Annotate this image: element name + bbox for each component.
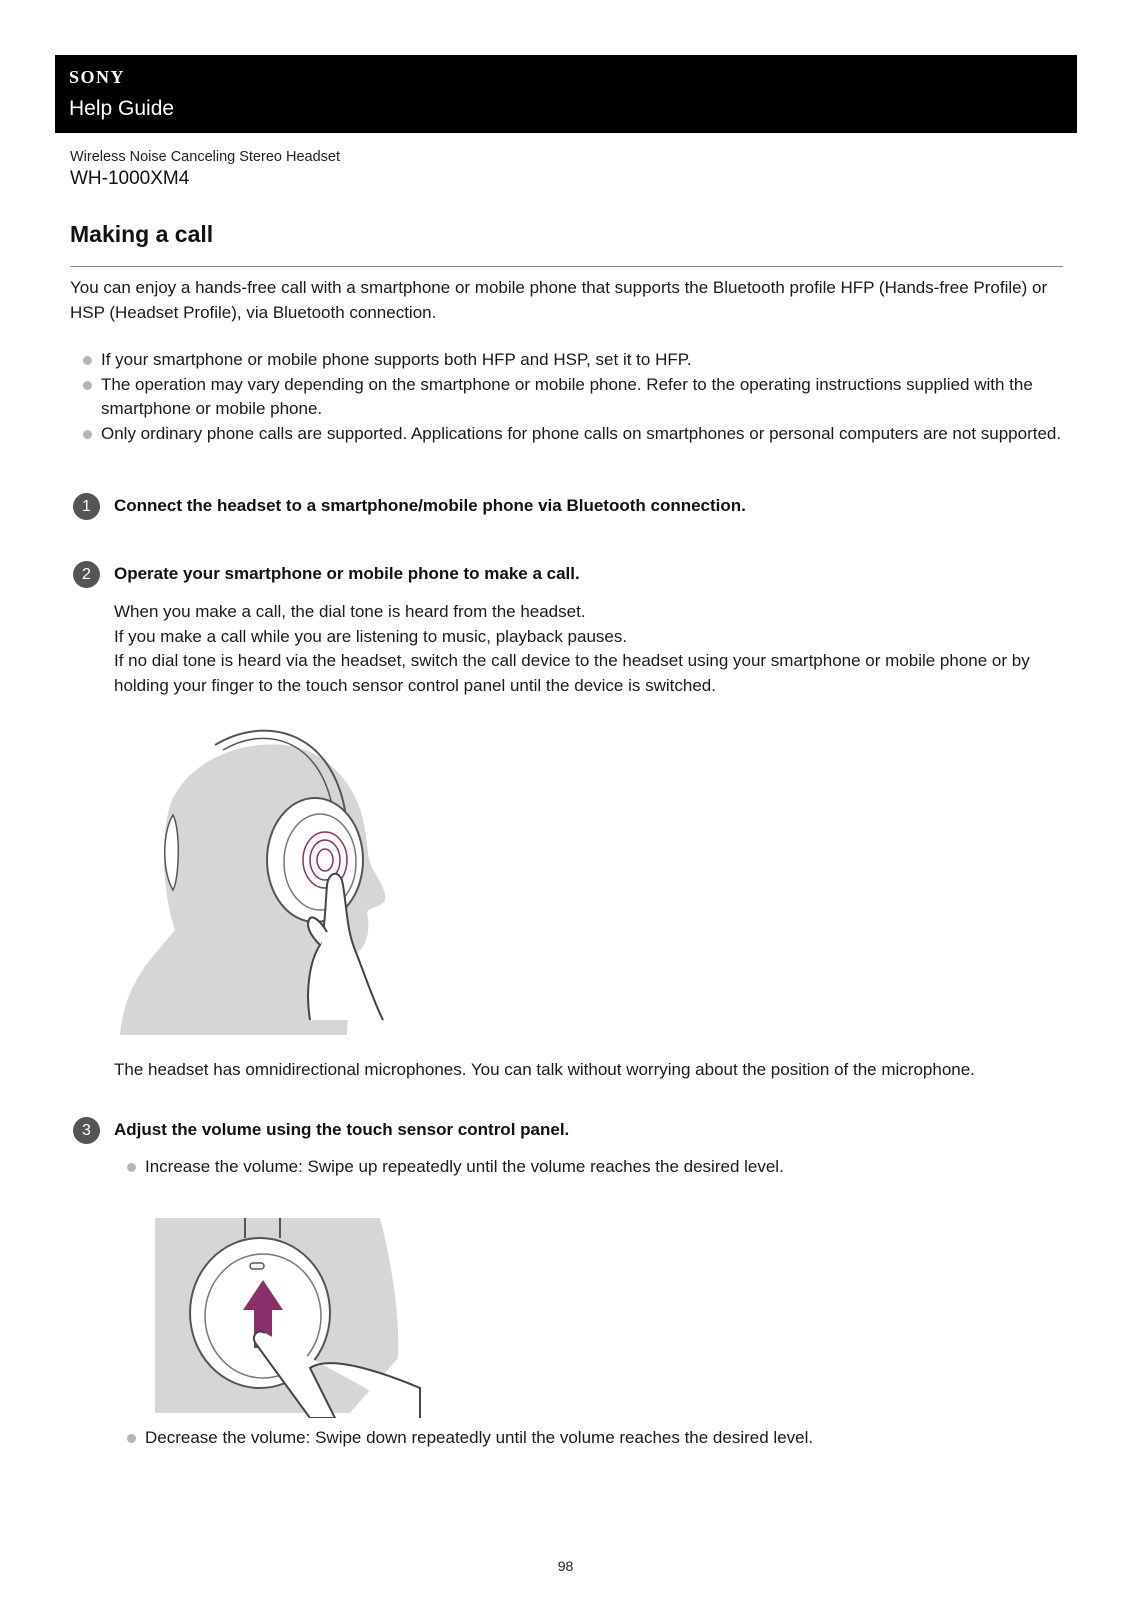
list-item: Only ordinary phone calls are supported. Applications for phone calls on smartphones or personal computers are not supported. <box>70 422 1065 447</box>
step-2-caption: The headset has omnidirectional microphones. You can talk without worrying about the position of the microphone. <box>114 1060 975 1079</box>
bullet-icon <box>127 1163 136 1172</box>
bullet-icon <box>83 381 92 390</box>
bullet-icon <box>83 430 92 439</box>
bullet-icon <box>83 356 92 365</box>
guide-title: Help Guide <box>69 97 175 120</box>
step-1-badge: 1 <box>73 493 100 520</box>
list-item: Decrease the volume: Swipe down repeatedly until the volume reaches the desired level. <box>114 1426 1064 1451</box>
list-item: The operation may vary depending on the smartphone or mobile phone. Refer to the operating instructions supplied with the smartphone or mobile phone. <box>70 373 1065 422</box>
step-2-badge: 2 <box>73 561 100 588</box>
step-3-title: Adjust the volume using the touch sensor control panel. <box>114 1120 570 1139</box>
headset-touch-illustration <box>115 720 405 1040</box>
step-3-badge: 3 <box>73 1117 100 1144</box>
page-number: 98 <box>557 1558 574 1574</box>
title-divider <box>70 266 1063 267</box>
help-guide-header <box>55 55 1077 133</box>
product-category: Wireless Noise Canceling Stereo Headset <box>70 149 340 165</box>
list-item: Increase the volume: Swipe up repeatedly until the volume reaches the desired level. <box>114 1155 1064 1180</box>
intro-paragraph: You can enjoy a hands-free call with a smartphone or mobile phone that supports the Bluetooth profile HFP (Hands-free Profile) or HSP (Headset Profile), via Bluetooth connection. <box>70 278 1048 322</box>
note-list <box>70 348 1065 446</box>
list-item: If your smartphone or mobile phone supports both HFP and HSP, set it to HFP. <box>70 348 1065 373</box>
step-2-title: Operate your smartphone or mobile phone to make a call. <box>114 564 580 583</box>
step-1-title: Connect the headset to a smartphone/mobile phone via Bluetooth connection. <box>114 496 746 515</box>
bullet-icon <box>127 1434 136 1443</box>
page-title: Making a call <box>70 221 214 247</box>
sony-logo: SONY <box>69 67 126 87</box>
step-2-description: When you make a call, the dial tone is heard from the headset. If you make a call while you are listening to music, playback pauses. If no dial tone is heard via the headset, switch the call device to the headset using your smartphone or mobile phone or by holding your finger to the touch sensor control panel until the device is switched. <box>114 602 1030 695</box>
swipe-up-illustration <box>150 1218 430 1418</box>
product-model: WH-1000XM4 <box>70 168 190 189</box>
